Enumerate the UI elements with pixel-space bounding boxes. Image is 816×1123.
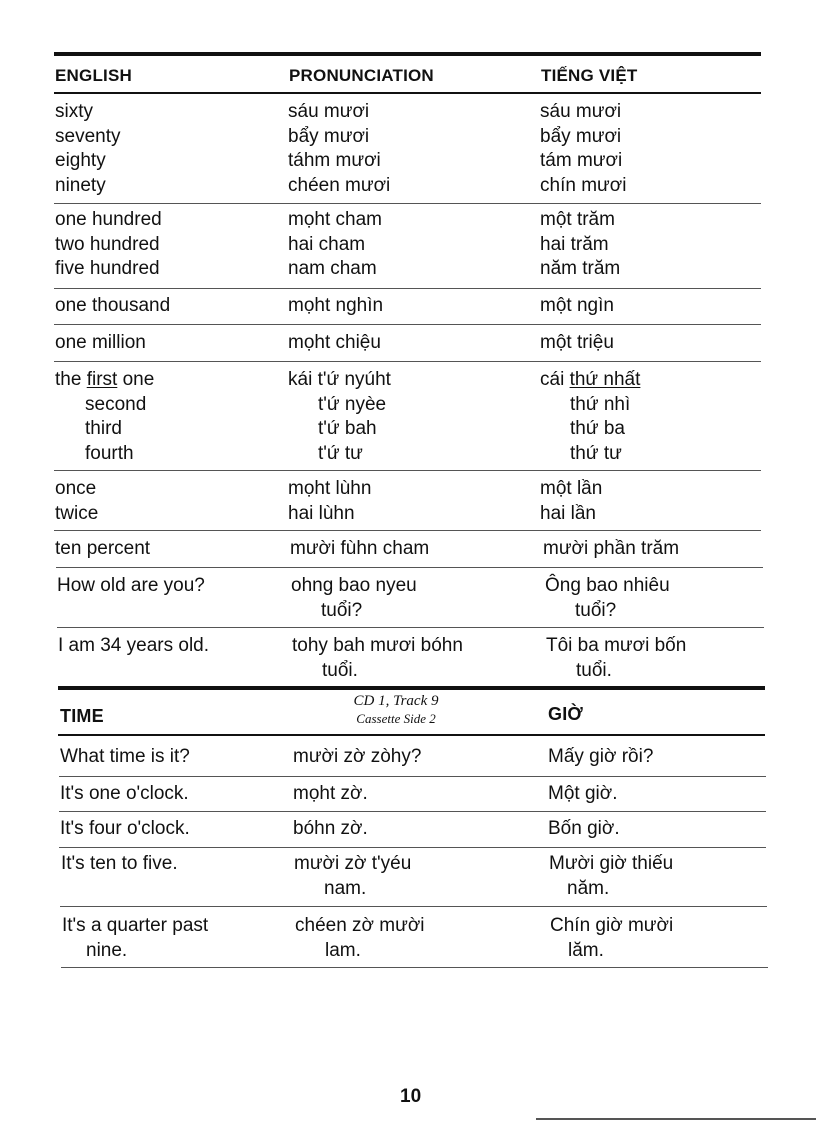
vietnamese-line: thứ ba <box>570 418 625 439</box>
pronunciation-line: nam cham <box>288 258 377 279</box>
row-separator <box>54 470 761 471</box>
vietnamese-cell <box>545 574 670 623</box>
english-cell <box>61 852 178 877</box>
english-cell <box>62 914 208 963</box>
pronunciation-cell <box>292 634 463 683</box>
english-line: two hundred <box>55 233 160 255</box>
vietnamese-line: năm. <box>567 877 610 899</box>
vietnamese-line: lăm. <box>568 939 604 961</box>
row-separator <box>56 567 763 568</box>
english-line: third <box>85 418 122 439</box>
pronunciation-line: t'ứ tư <box>318 442 363 464</box>
english-line: one million <box>55 332 146 353</box>
english-cell <box>55 477 98 526</box>
english-cell <box>55 208 162 282</box>
english-line: five hundred <box>55 258 160 279</box>
english-cell <box>55 368 154 466</box>
pronunciation-line: bẩy mươi <box>288 125 370 147</box>
english-cell <box>55 294 170 319</box>
vietnamese-cell <box>540 368 640 466</box>
vietnamese-cell <box>546 634 686 683</box>
english-line: twice <box>55 502 99 524</box>
vietnamese-line: tám mươi <box>540 150 623 171</box>
english-word: one <box>122 369 155 390</box>
pronunciation-cell <box>295 914 425 963</box>
vietnamese-line: Ông bao nhiêu <box>545 575 670 596</box>
cd-track-line: CD 1, Track 9 <box>353 693 439 709</box>
pronunciation-line: mọht lùhn <box>288 478 372 499</box>
header-pronunciation: PRONUNCIATION <box>289 66 434 85</box>
vietnamese-word-underlined: thứ nhất <box>569 369 641 390</box>
pronunciation-line: chéen mươi <box>288 174 391 196</box>
header-english: ENGLISH <box>55 66 132 85</box>
row-separator <box>59 811 766 812</box>
row-separator <box>59 847 766 848</box>
vietnamese-line: tuổi? <box>575 599 617 621</box>
pronunciation-cell <box>288 477 371 526</box>
pronunciation-cell <box>288 294 383 319</box>
vietnamese-line: hai trăm <box>540 233 609 255</box>
row-separator <box>54 288 761 289</box>
english-word: the <box>55 369 82 390</box>
vietnamese-line: sáu mươi <box>540 101 622 122</box>
vietnamese-line: một ngìn <box>540 295 614 316</box>
english-line: eighty <box>55 150 106 171</box>
pronunciation-line: mười zờ zòhy? <box>293 746 422 767</box>
row-separator <box>54 530 761 531</box>
vietnamese-line: Một giờ. <box>548 783 618 804</box>
english-line: It's ten to five. <box>61 853 178 874</box>
cd-track-info <box>296 692 496 728</box>
english-cell <box>55 537 150 562</box>
vietnamese-line: năm trăm <box>540 258 621 279</box>
pronunciation-line: t'ứ nyèe <box>318 393 387 415</box>
pronunciation-line: hai lùhn <box>288 502 355 524</box>
english-line: It's one o'clock. <box>60 783 189 804</box>
pronunciation-line: mọht zờ. <box>293 783 368 804</box>
english-line: seventy <box>55 125 121 147</box>
english-line: second <box>85 393 147 415</box>
english-cell <box>55 331 146 356</box>
vietnamese-line: một triệu <box>540 332 614 353</box>
vietnamese-line: Mấy giờ rồi? <box>548 746 654 767</box>
page-number: 10 <box>400 1086 422 1107</box>
english-line: once <box>55 478 97 499</box>
pronunciation-cell <box>288 331 381 356</box>
pronunciation-cell <box>294 852 411 901</box>
row-separator <box>59 776 766 777</box>
vietnamese-line: Mười giờ thiếu <box>549 853 674 874</box>
vietnamese-cell <box>549 852 673 901</box>
english-line <box>55 368 154 393</box>
vietnamese-line: một trăm <box>540 209 615 230</box>
vietnamese-cell <box>540 331 614 356</box>
time-header-rule <box>58 734 765 736</box>
row-separator <box>54 203 761 204</box>
vietnamese-cell <box>540 100 626 198</box>
pronunciation-line: mọht cham <box>288 209 382 230</box>
english-line: I am 34 years old. <box>58 635 210 656</box>
cassette-side-line: Cassette Side 2 <box>356 711 436 726</box>
vietnamese-line: hai lần <box>540 502 596 524</box>
pronunciation-cell <box>291 574 417 623</box>
english-line: one hundred <box>55 209 162 230</box>
english-cell <box>60 817 190 842</box>
pronunciation-line: mọht chiệu <box>288 332 381 353</box>
pronunciation-cell <box>293 782 368 807</box>
pronunciation-line: mười zờ t'yéu <box>294 853 412 874</box>
vietnamese-line <box>540 368 640 393</box>
pronunciation-cell <box>288 208 382 282</box>
vietnamese-line: thứ nhì <box>570 393 631 415</box>
english-line: ten percent <box>55 538 151 559</box>
pronunciation-line: tuổi? <box>321 599 363 621</box>
vietnamese-line: bẩy mươi <box>540 125 622 147</box>
row-separator <box>57 627 764 628</box>
pronunciation-line: nam. <box>324 877 367 899</box>
english-cell <box>58 634 209 659</box>
pronunciation-line: ohng bao nyeu <box>291 575 417 596</box>
english-word-underlined: first <box>86 369 118 390</box>
english-cell <box>57 574 205 599</box>
row-separator <box>60 906 767 907</box>
vietnamese-word: cái <box>540 369 565 390</box>
pronunciation-line: t'ứ bah <box>318 418 377 439</box>
pronunciation-line: tohy bah mươi bóhn <box>292 635 463 656</box>
row-separator <box>54 324 761 325</box>
english-line: sixty <box>55 101 93 122</box>
vietnamese-cell <box>550 914 673 963</box>
english-line: ninety <box>55 174 106 196</box>
pronunciation-line: hai cham <box>288 233 366 255</box>
english-cell <box>55 100 120 198</box>
english-line: nine. <box>86 939 128 961</box>
pronunciation-cell <box>293 817 368 842</box>
time-section-rule <box>58 686 765 690</box>
header-rule <box>54 92 761 94</box>
pronunciation-line: chéen zờ mười <box>295 915 425 936</box>
vietnamese-cell <box>540 294 614 319</box>
pronunciation-cell <box>288 368 391 466</box>
vietnamese-cell <box>548 782 617 807</box>
vietnamese-cell <box>548 745 653 770</box>
vietnamese-line: thứ tư <box>570 442 622 464</box>
top-rule <box>54 52 761 56</box>
footer-rule <box>536 1118 816 1120</box>
english-line: It's a quarter past <box>62 915 209 936</box>
vietnamese-cell <box>543 537 679 562</box>
vietnamese-line: Chín giờ mười <box>550 915 674 936</box>
vietnamese-line: Tôi ba mươi bốn <box>546 635 687 656</box>
english-line: How old are you? <box>57 575 205 596</box>
vietnamese-line: một lần <box>540 478 603 499</box>
row-separator <box>54 361 761 362</box>
header-vietnamese: TIẾNG VIỆT <box>541 66 638 85</box>
pronunciation-line: táhm mươi <box>288 150 381 171</box>
english-cell <box>60 782 189 807</box>
pronunciation-cell <box>288 100 390 198</box>
vietnamese-cell <box>540 477 602 526</box>
vietnamese-cell <box>548 817 620 842</box>
time-section-viet-title: GIỜ <box>548 704 583 724</box>
pronunciation-line: tuổi. <box>322 659 358 681</box>
pronunciation-line: mọht nghìn <box>288 295 384 316</box>
vietnamese-line: mười phần trăm <box>543 538 680 559</box>
pronunciation-line: lam. <box>325 939 361 961</box>
pronunciation-line: sáu mươi <box>288 101 370 122</box>
vietnamese-cell <box>540 208 620 282</box>
pronunciation-cell <box>293 745 421 770</box>
vietnamese-line: tuổi. <box>576 659 612 681</box>
english-cell <box>60 745 190 770</box>
pronunciation-line: kái t'ứ nyúht <box>288 369 391 390</box>
pronunciation-line: mười fùhn cham <box>290 538 430 559</box>
english-line: What time is it? <box>60 746 190 767</box>
time-section-title: TIME <box>60 706 104 726</box>
english-line: It's four o'clock. <box>60 818 190 839</box>
pronunciation-line: bóhn zờ. <box>293 818 368 839</box>
vietnamese-line: chín mươi <box>540 174 627 196</box>
english-line: one thousand <box>55 295 171 316</box>
row-separator <box>61 967 768 968</box>
pronunciation-cell <box>290 537 429 562</box>
vietnamese-line: Bốn giờ. <box>548 818 620 839</box>
english-line: fourth <box>85 442 134 464</box>
